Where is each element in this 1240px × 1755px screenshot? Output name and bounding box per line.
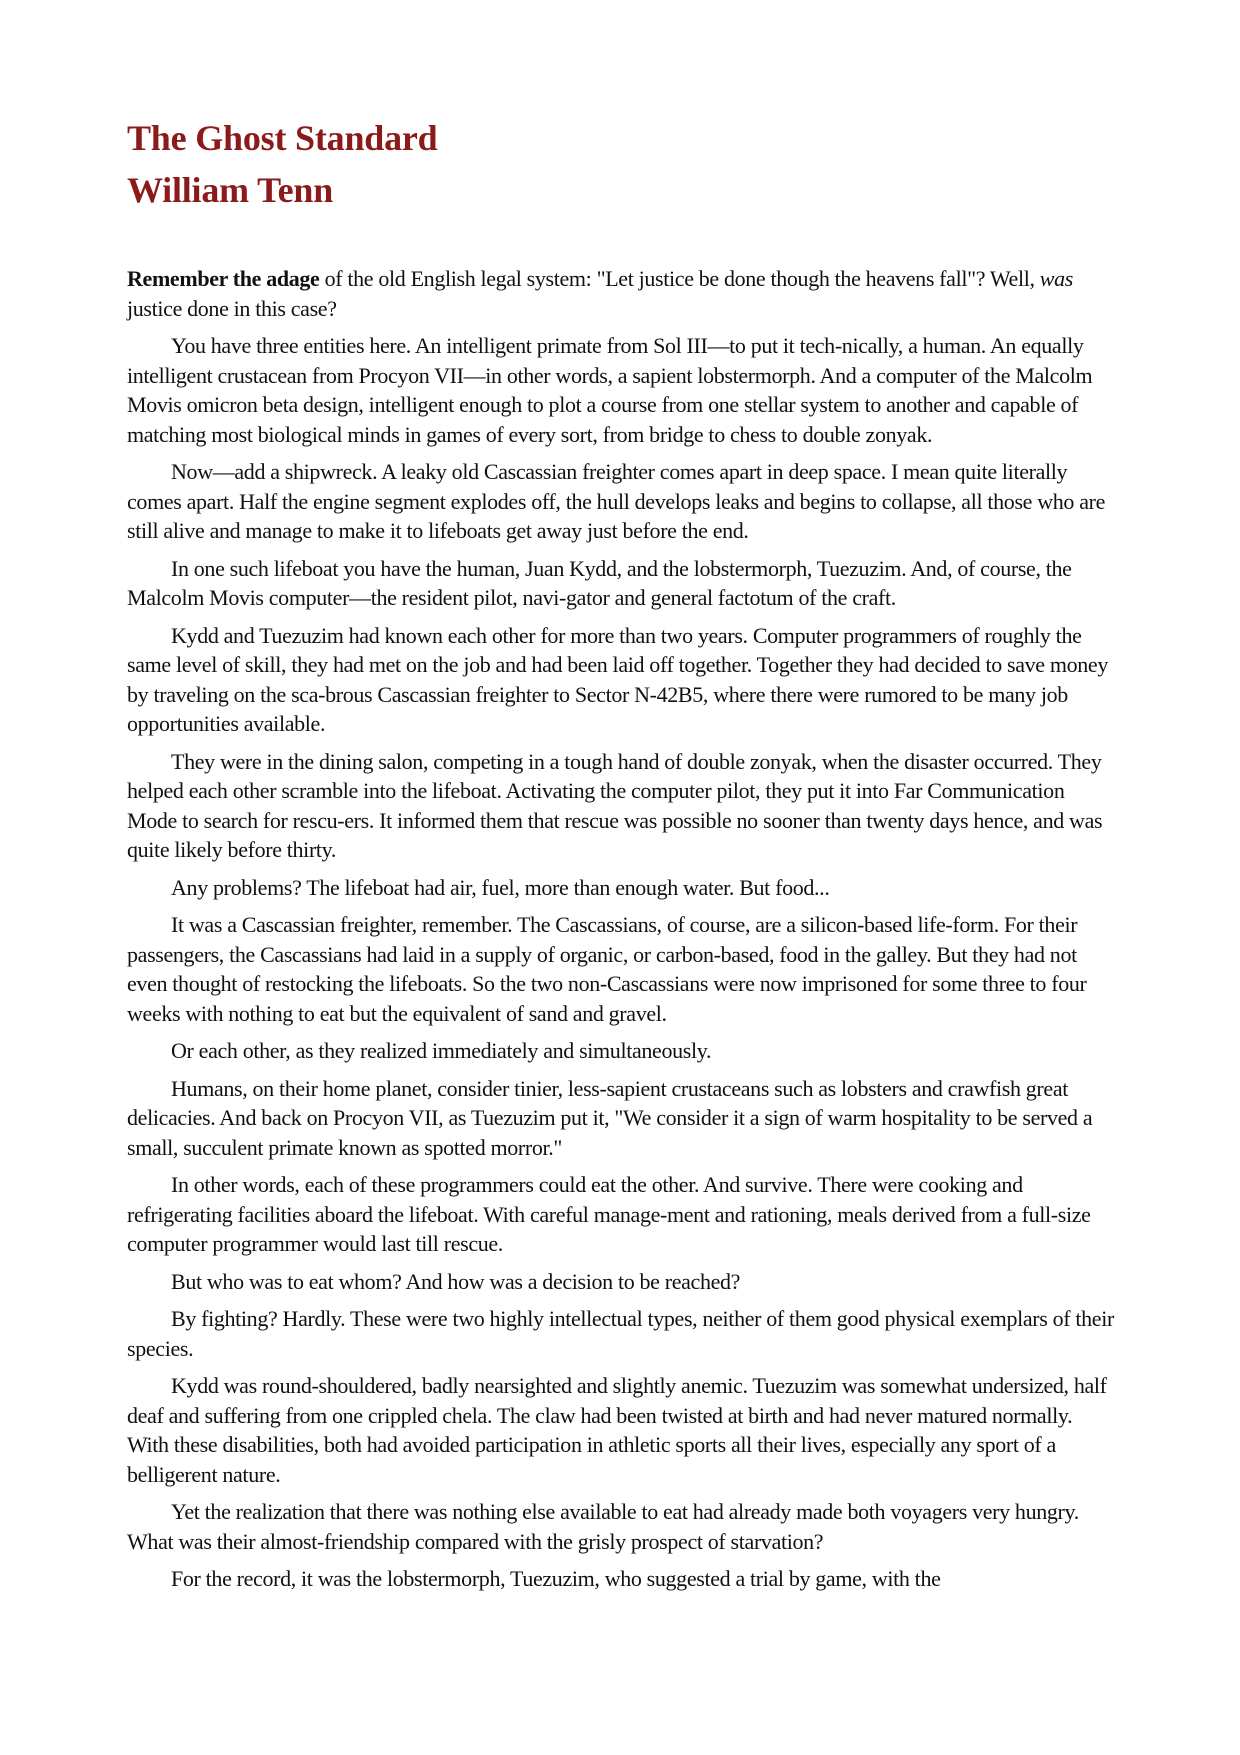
paragraph: Humans, on their home planet, consider tinier, less-sapient crustaceans such as lobsters and crawfish great delicacies. And back on Procyon VII, as Tuezuzim put it, "We consider it a sign of warm hospitality to be served a small, succulent primate known as spotted morror." xyxy=(127,1075,1093,1160)
opening-lead: Remember the adage xyxy=(127,266,320,291)
paragraph: Any problems? The lifeboat had air, fuel, more than enough water. But food... xyxy=(171,874,830,900)
opening-emphasis: was xyxy=(1039,266,1073,291)
paragraph: In one such lifeboat you have the human, Juan Kydd, and the lobstermorph, Tuezuzim. And, of course, the Malcolm Movis computer—the resident pilot, navi-gator and general factotum of the craft. xyxy=(127,555,1072,610)
document-page xyxy=(127,112,1117,1602)
paragraph: It was a Cascassian freighter, remember. The Cascassians, of course, are a silicon-based life-form. For their passengers, the Cascassians had laid in a supply of organic, or carbon-based, food in the galley. But they had not even thought of restocking the lifeboats. So the two non-Cascassians were now imprisoned for some three to four weeks with nothing to eat but the equivalent of sand and gravel. xyxy=(127,912,1087,1026)
paragraph: In other words, each of these programmers could eat the other. And survive. There were cooking and refrigerating facilities aboard the lifeboat. With careful manage-ment and rationing, meals derived from a full-size computer programmer would last till rescue. xyxy=(127,1172,1091,1256)
title-block xyxy=(127,112,1117,216)
opening-text-b: justice done in this case? xyxy=(127,295,337,321)
paragraph: By fighting? Hardly. These were two highly intellectual types, neither of them good physical exemplars of their species. xyxy=(127,1306,1114,1361)
story-author: William Tenn xyxy=(127,170,334,210)
paragraph: They were in the dining salon, competing in a tough hand of double zonyak, when the disaster occurred. They helped each other scramble into the lifeboat. Activating the computer pilot, they put it into Far Communication Mode to search for rescu-ers. It informed them that rescue was possible no sooner than twenty days hence, and was quite likely before thirty. xyxy=(127,748,1103,862)
paragraph: Kydd and Tuezuzim had known each other for more than two years. Computer programmers of roughly the same level of skill, they had met on the job and had been laid off together. Together they had decided to save money by traveling on the sca-brous Cascassian freighter to Sector N-42B5, where there were rumored to be many job opportunities available. xyxy=(127,622,1108,736)
paragraph: Kydd was round-shouldered, badly nearsighted and slightly anemic. Tuezuzim was somewhat undersized, half deaf and suffering from one crippled chela. The claw had been twisted at birth and had never matured normally. With these disabilities, both had avoided participation in athletic sports all their lives, especially any sport of a belligerent nature. xyxy=(127,1373,1107,1487)
opening-text-a: of the old English legal system: "Let justice be done though the heavens fall"? Well, xyxy=(319,266,1040,291)
paragraph: But who was to eat whom? And how was a decision to be reached? xyxy=(171,1268,741,1294)
opening-paragraph xyxy=(127,264,1117,323)
paragraph: You have three entities here. An intelligent primate from Sol III—to put it tech-nically, a human. An equally intelligent crustacean from Procyon VII—in other words, a sapient lobstermorph. And a computer of the Malcolm Movis omicron beta design, intelligent enough to plot a course from one stellar system to another and capable of matching most biological minds in games of every sort, from bridge to chess to double zonyak. xyxy=(127,333,1093,447)
story-body xyxy=(127,264,1117,1594)
paragraph: Now—add a shipwreck. A leaky old Cascassian freighter comes apart in deep space. I mean quite literally comes apart. Half the engine segment explodes off, the hull develops leaks and begins to collapse, all those who are still alive and manage to make it to lifeboats get away just before the end. xyxy=(127,459,1106,543)
story-title: The Ghost Standard xyxy=(127,118,438,158)
paragraph: Yet the realization that there was nothing else available to eat had already made both voyagers very hungry. What was their almost-friendship compared with the grisly prospect of starvation? xyxy=(127,1499,1079,1554)
paragraph: For the record, it was the lobstermorph, Tuezuzim, who suggested a trial by game, with the xyxy=(171,1566,941,1591)
paragraph: Or each other, as they realized immediately and simultaneously. xyxy=(171,1038,712,1063)
